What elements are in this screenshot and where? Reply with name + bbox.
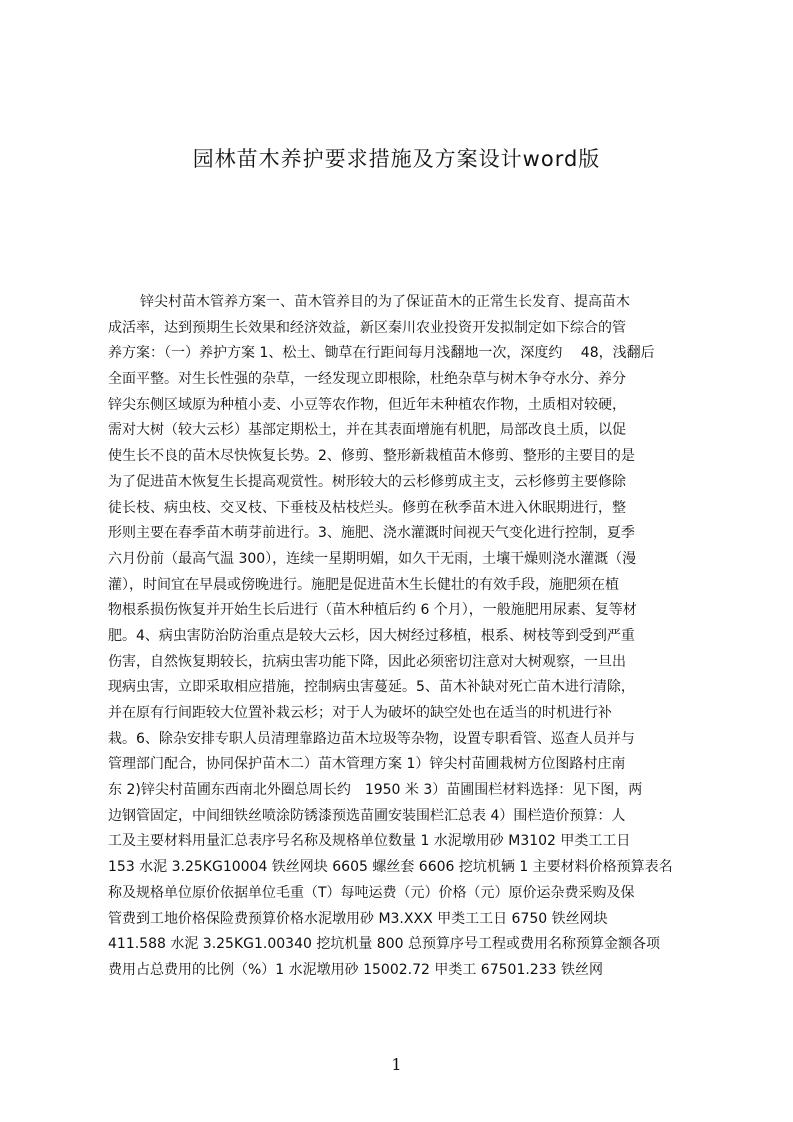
text-line: 需对大树（较大云杉）基部定期松土，并在其表面增施有机肥，局部改良土质，以促 xyxy=(108,422,626,439)
text-line: 使生长不良的苗木尽快恢复长势。2、修剪、整形新栽植苗木修剪、整形的主要目的是 xyxy=(108,448,635,465)
text-line: 形则主要在春季苗木萌芽前进行。3、施肥、浇水灌溉时间视天气变化进行控制，夏季 xyxy=(108,525,635,542)
text-line: 费用占总费用的比例（%）1 水泥墩用砂 15002.72 甲类工 67501.233 铁丝网 xyxy=(108,961,603,978)
text-line: 六月份前（最高气温 300），连续一星期明媚，如久干无雨，土壤干燥则浇水灌溉（漫 xyxy=(108,550,637,567)
text-line: 物根系损伤恢复并开始生长后进行（苗木种植后约 6 个月），一般施肥用尿素、复等材 xyxy=(108,602,637,619)
page-number: 1 xyxy=(391,1055,402,1074)
text-line: 称及规格单位原价依据单位毛重（T）每吨运费（元）价格（元）原价运杂费采购及保 xyxy=(108,884,635,901)
text-line: 管费到工地价格保险费预算价格水泥墩用砂 M3.XXX 甲类工工日 6750 铁丝网块 xyxy=(108,910,608,927)
text-line: 伤害，自然恢复期较长，抗病虫害功能下降，因此必须密切注意对大树观察，一旦出 xyxy=(108,653,626,670)
document-title: 园林苗木养护要求措施及方案设计word版 xyxy=(192,147,601,171)
body-paragraph xyxy=(108,290,700,984)
text-line: 153 水泥 3.25KG10004 铁丝网块 6605 螺丝套 6606 挖坑机辆 1 主要材料价格预算表名 xyxy=(108,859,673,876)
text-line: 现病虫害，立即采取相应措施，控制病虫害蔓延。5、苗木补缺对死亡苗木进行清除， xyxy=(108,679,635,696)
text-line: 栽。6、除杂安排专职人员清理靠路边苗木垃圾等杂物，设置专职看管、巡查人员并与 xyxy=(108,730,635,747)
text-line: 管理部门配合，协同保护苗木二）苗木管理方案 1）锌尖村苗圃栽树方位图路村庄南 xyxy=(108,756,626,773)
text-line: 为了促进苗木恢复生长提高观赏性。树形较大的云杉修剪成主支，云杉修剪主要修除 xyxy=(108,473,626,490)
text-line: 成活率，达到预期生长效果和经济效益，新区秦川农业投资开发拟制定如下综合的管 xyxy=(108,319,626,336)
text-line: 锌尖东侧区域原为种植小麦、小豆等农作物，但近年未种植农作物，土质相对较硬， xyxy=(108,396,626,413)
text-line: 全面平整。对生长性强的杂草，一经发现立即根除，杜绝杂草与树木争夺水分、养分 xyxy=(108,371,626,388)
text-line: 灌），时间宜在早晨或傍晚进行。施肥是促进苗木生长健壮的有效手段，施肥须在植 xyxy=(108,576,619,593)
text-line: 并在原有行间距较大位置补栽云杉；对于人为破坏的缺空处也在适当的时机进行补 xyxy=(108,705,612,721)
text-line: 411.588 水泥 3.25KG1.00340 挖坑机量 800 总预算序号工程或费用名称预算金额各项 xyxy=(108,936,660,953)
text-line: 养方案：（一）养护方案 1、松土、锄草在行距间每月浅翻地一次，深度约 48，浅翻后 xyxy=(108,345,655,362)
text-line: 锌尖村苗木管养方案一、苗木管养目的为了保证苗木的正常生长发育、提高苗木 xyxy=(140,294,630,310)
text-line: 边钢管固定，中间细铁丝喷涂防锈漆预选苗圃安装围栏汇总表 4）围栏造价预算：人 xyxy=(108,807,626,824)
text-line: 徒长枝、病虫枝、交叉枝、下垂枝及枯枝烂头。修剪在秋季苗木进入休眠期进行，整 xyxy=(108,499,626,516)
text-line: 工及主要材料用量汇总表序号名称及规格单位数量 1 水泥墩用砂 M3102 甲类工工日 xyxy=(108,833,631,850)
text-line: 肥。4、病虫害防治防治重点是较大云杉，因大树经过移植，根系、树枝等到受到严重 xyxy=(108,627,635,644)
text-line: 东 2)锌尖村苗圃东西南北外圈总周长约 1950 米 3）苗圃围栏材料选择：见下图，两 xyxy=(108,782,643,799)
